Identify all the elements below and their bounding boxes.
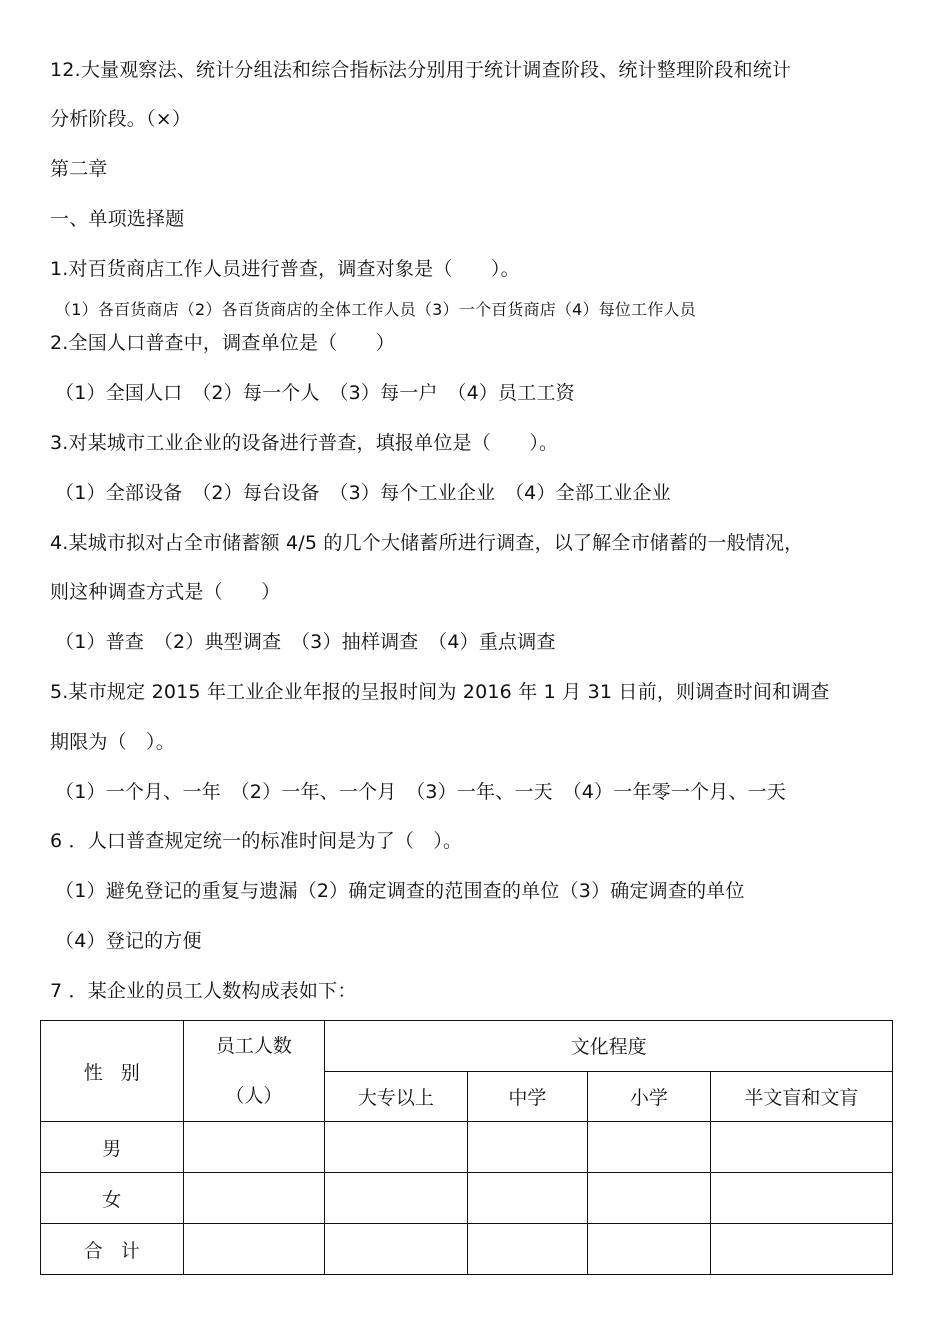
table-cell [183, 1173, 325, 1224]
education-col-illiterate: 半文盲和文肓 [710, 1071, 892, 1122]
question-4-line-2: 则这种调查方式是（ ） [50, 581, 281, 603]
question-6: 6 ．人口普查规定统一的标准时间是为了（ ）。 [50, 830, 463, 852]
question-2-options: （1）全国人口 （2）每一个人 （3）每一户 （4）员工工资 [55, 382, 575, 404]
table-cell [325, 1173, 467, 1224]
question-5-line-1: 5.某市规定 2015 年工业企业年报的呈报时间为 2016 年 1 月 31 日前，则调查时间和调查 [50, 681, 830, 703]
table-cell [467, 1122, 588, 1173]
sex-header: 性别 [83, 1061, 158, 1084]
question-3: 3.对某城市工业企业的设备进行普查，填报单位是（ ）。 [50, 432, 559, 454]
table-row [41, 1173, 893, 1224]
question-12-line-2: 分析阶段。（×） [50, 108, 192, 130]
education-col-primary-school: 小学 [588, 1071, 711, 1122]
row-label-male: 男 [41, 1122, 184, 1173]
table-row [41, 1224, 893, 1275]
question-4-options: （1）普查 （2）典型调查 （3）抽样调查 （4）重点调查 [55, 631, 556, 653]
employee-composition-table [40, 1020, 893, 1275]
question-5-options: （1）一个月、一年 （2）一年、一个月 （3）一年、一天 （4）一年零一个月、一天 [55, 781, 787, 803]
table-cell [325, 1122, 467, 1173]
question-7: 7 ．某企业的员工人数构成表如下： [50, 980, 357, 1002]
question-1: 1.对百货商店工作人员进行普查，调查对象是（ ）。 [50, 258, 520, 280]
question-12-line-1: 12.大量观察法、统计分组法和综合指标法分别用于统计调查阶段、统计整理阶段和统计 [50, 59, 792, 81]
question-6-options-line-2: （4）登记的方便 [55, 930, 202, 952]
count-header-cell [183, 1021, 325, 1122]
row-label-total: 合计 [83, 1239, 158, 1262]
row-label-total-cell [41, 1224, 184, 1275]
question-4-line-1: 4.某城市拟对占全市储蓄额 4/5 的几个大储蓄所进行调查，以了解全市储蓄的一般情况， [50, 532, 804, 554]
row-label-female: 女 [41, 1173, 184, 1224]
section-heading: 一、单项选择题 [50, 208, 185, 230]
chapter-heading: 第二章 [50, 158, 108, 180]
question-6-options-line-1: （1）避免登记的重复与遗漏（2）确定调查的范围查的单位（3）确定调查的单位 [55, 880, 745, 902]
table-cell [710, 1224, 892, 1275]
table-cell [467, 1173, 588, 1224]
education-col-college: 大专以上 [325, 1071, 467, 1122]
question-3-options: （1）全部设备 （2）每台设备 （3）每个工业企业 （4）全部工业企业 [55, 482, 671, 504]
table-cell [710, 1122, 892, 1173]
count-header-line-1: 员工人数 [215, 1035, 292, 1057]
table-cell [467, 1224, 588, 1275]
table-cell [710, 1173, 892, 1224]
question-2: 2.全国人口普查中，调查单位是（ ） [50, 332, 395, 354]
table-cell [588, 1224, 711, 1275]
table-cell [183, 1122, 325, 1173]
question-1-options: （1）各百货商店（2）各百货商店的全体工作人员（3）一个百货商店（4）每位工作人员 [55, 300, 696, 319]
count-header-line-2: （人） [225, 1085, 283, 1107]
question-5-line-2: 期限为（ ）。 [50, 731, 175, 753]
education-col-middle-school: 中学 [467, 1071, 588, 1122]
table-header-row [41, 1021, 893, 1072]
table-cell [325, 1224, 467, 1275]
table-cell [183, 1224, 325, 1275]
education-header: 文化程度 [325, 1021, 893, 1072]
table-cell [588, 1122, 711, 1173]
table-row [41, 1122, 893, 1173]
sex-header-cell [41, 1021, 184, 1122]
table-cell [588, 1173, 711, 1224]
